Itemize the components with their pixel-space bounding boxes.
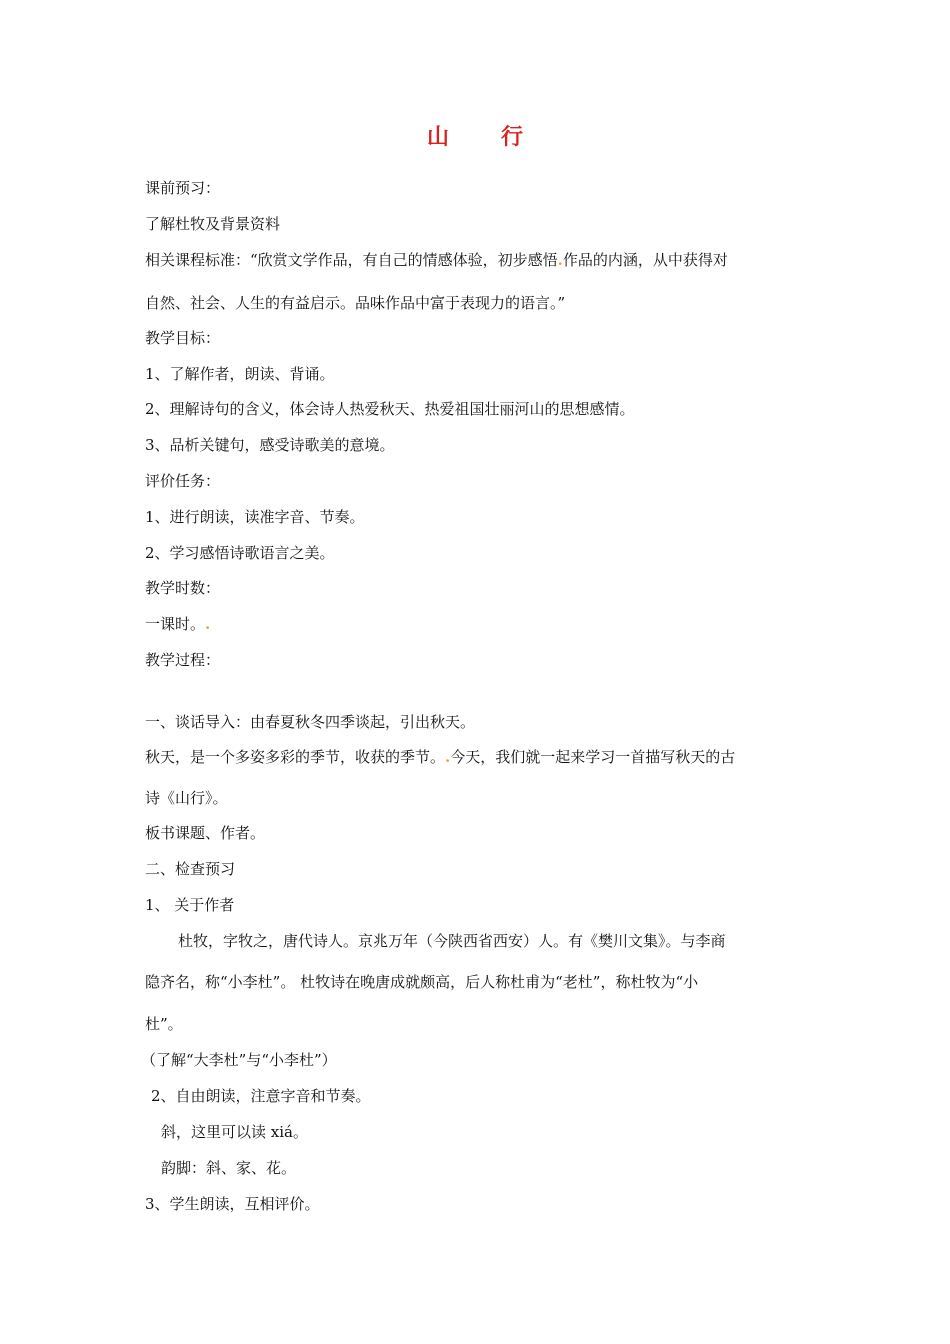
marker-dot: . [205, 615, 211, 633]
paragraph-line: 板书课题、作者。 [145, 824, 266, 842]
marker-dot: . [557, 251, 563, 269]
step-heading: 一、谈话导入：由春夏秋冬四季谈起，引出秋天。 [145, 713, 476, 731]
section-heading-preview: 课前预习： [145, 179, 221, 197]
list-item: 2、理解诗句的含义，体会诗人热爱秋天、热爱祖国壮丽河山的思想感情。 [145, 400, 635, 418]
title-char-1: 山 [426, 124, 449, 150]
marker-dot: . [445, 748, 451, 766]
paragraph-line: 韵脚：斜、家、花。 [161, 1159, 297, 1177]
step-heading: 二、检查预习 [145, 860, 236, 878]
paragraph-line: 杜牧，字牧之，唐代诗人。京兆万年（今陕西省西安）人。有《樊川文集》。与李商 [178, 932, 726, 950]
list-item: 3、学生朗读，互相评价。 [145, 1195, 320, 1213]
title-char-2: 行 [501, 124, 524, 150]
paragraph-line [145, 250, 728, 270]
section-heading-tasks: 评价任务： [145, 472, 221, 490]
text-run: 作品的内涵，从中获得对 [562, 251, 728, 269]
paragraph-line [145, 747, 735, 767]
list-item: 2、学习感悟诗歌语言之美。 [145, 544, 335, 562]
paragraph-line: 自然、社会、人生的有益启示。品味作品中富于表现力的语言。” [145, 294, 566, 312]
section-heading-hours: 教学时数： [145, 579, 221, 597]
section-heading-goals: 教学目标： [145, 329, 221, 347]
paragraph-line: 杜”。 [145, 1015, 183, 1033]
paragraph-line: 了解杜牧及背景资料 [145, 215, 281, 233]
text-run: 秋天，是一个多姿多彩的季节，收获的季节。 [145, 748, 446, 766]
paragraph-line: 诗《山行》。 [145, 789, 228, 807]
paragraph-line: 斜，这里可以读 xiá。 [161, 1123, 308, 1141]
list-item: 1、 关于作者 [145, 896, 235, 914]
paragraph-line: （了解“大李杜”与“小李杜”） [141, 1051, 337, 1069]
paragraph-line [145, 614, 210, 634]
text-run: 今天，我们就一起来学习一首描写秋天的古 [450, 748, 736, 766]
section-heading-process: 教学过程： [145, 651, 221, 669]
paragraph-line: 隐齐名，称“小李杜”。 杜牧诗在晚唐成就颇高，后人称杜甫为“老杜”，称杜牧为“小 [145, 973, 699, 991]
list-item: 3、品析关键句，感受诗歌美的意境。 [145, 436, 395, 454]
list-item: 2、自由朗读，注意字音和节奏。 [151, 1087, 371, 1105]
text-run: 一课时。 [145, 615, 206, 633]
list-item: 1、了解作者，朗读、背诵。 [145, 365, 335, 383]
page-title [0, 120, 950, 151]
text-run: 相关课程标准：“欣赏文学作品，有自己的情感体验，初步感悟 [145, 251, 558, 269]
list-item: 1、进行朗读，读准字音、节奏。 [145, 508, 365, 526]
